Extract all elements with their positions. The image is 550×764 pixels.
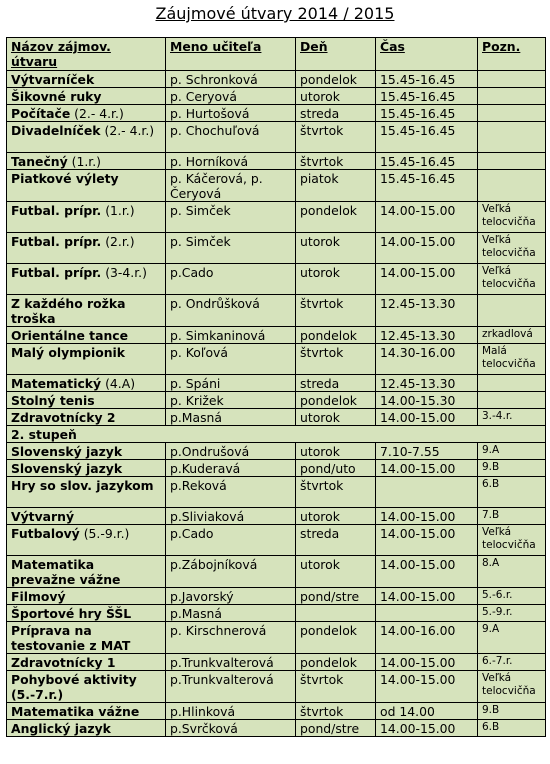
teacher-cell: p. Chochuľová: [166, 122, 296, 153]
table-row: [7, 327, 546, 344]
note-cell: [478, 295, 546, 327]
teacher-cell: p.Ondrušová: [166, 443, 296, 460]
activity-name: Futbal. prípr.: [11, 234, 102, 249]
teacher-cell: p. Horníková: [166, 153, 296, 170]
activity-name: Slovenský jazyk: [11, 461, 123, 476]
teacher-cell: p. Schronková: [166, 71, 296, 88]
teacher-cell: p.Trunkvalterová: [166, 654, 296, 671]
activity-name: Z každého rožka troška: [11, 296, 126, 326]
table-row: [7, 392, 546, 409]
activity-cell: [7, 88, 166, 105]
table-row: [7, 295, 546, 327]
day-cell: utorok: [296, 443, 376, 460]
time-cell: 14.00-15.00: [376, 508, 478, 525]
time-cell: [376, 605, 478, 622]
day-cell: pondelok: [296, 654, 376, 671]
note-cell: 9.A: [478, 443, 546, 460]
activity-name: Tanečný: [11, 154, 68, 169]
activity-grade: (3-4.r.): [101, 265, 147, 280]
activity-cell: [7, 122, 166, 153]
time-cell: od 14.00: [376, 703, 478, 720]
activity-cell: [7, 720, 166, 737]
header-teacher: Meno učiteľa: [166, 38, 296, 71]
day-cell: štvrtok: [296, 153, 376, 170]
day-cell: [296, 605, 376, 622]
day-cell: pondelok: [296, 71, 376, 88]
day-cell: pondelok: [296, 327, 376, 344]
day-cell: piatok: [296, 170, 376, 202]
day-cell: pond/stre: [296, 720, 376, 737]
note-cell: Veľká telocvičňa: [478, 671, 546, 703]
time-cell: 14.00-15.00: [376, 460, 478, 477]
day-cell: štvrtok: [296, 295, 376, 327]
header-row: [7, 38, 546, 71]
activity-cell: [7, 409, 166, 426]
activity-name: Orientálne tance: [11, 328, 129, 343]
time-cell: 15.45-16.45: [376, 153, 478, 170]
time-cell: 14.00-15.00: [376, 409, 478, 426]
activity-name: Slovenský jazyk: [11, 444, 123, 459]
day-cell: pondelok: [296, 622, 376, 654]
note-cell: Malá telocvičňa: [478, 344, 546, 375]
teacher-cell: p. Simček: [166, 233, 296, 264]
activity-cell: [7, 71, 166, 88]
day-cell: štvrtok: [296, 122, 376, 153]
note-cell: [478, 105, 546, 122]
day-cell: štvrtok: [296, 344, 376, 375]
activity-cell: [7, 375, 166, 392]
note-cell: 9.A: [478, 622, 546, 654]
day-cell: streda: [296, 105, 376, 122]
time-cell: 15.45-16.45: [376, 105, 478, 122]
page-title: Záujmové útvary 2014 / 2015: [155, 4, 395, 23]
activity-cell: [7, 295, 166, 327]
table-row: [7, 71, 546, 88]
activity-grade: (2.- 4.r.): [70, 106, 124, 121]
table-row: [7, 588, 546, 605]
table-row: [7, 202, 546, 233]
activity-cell: [7, 556, 166, 588]
activity-cell: [7, 264, 166, 295]
teacher-cell: p.Hlinková: [166, 703, 296, 720]
time-cell: 15.45-16.45: [376, 170, 478, 202]
note-cell: zrkadlová: [478, 327, 546, 344]
time-cell: 14.00-15.00: [376, 233, 478, 264]
note-cell: 6.B: [478, 720, 546, 737]
time-cell: 14.30-16.00: [376, 344, 478, 375]
activity-cell: [7, 508, 166, 525]
day-cell: streda: [296, 375, 376, 392]
note-cell: 8.A: [478, 556, 546, 588]
note-cell: 7.B: [478, 508, 546, 525]
activity-name: Matematický: [11, 376, 102, 391]
day-cell: utorok: [296, 264, 376, 295]
activity-cell: [7, 525, 166, 556]
activity-name: Futbal. prípr.: [11, 203, 102, 218]
note-cell: Veľká telocvičňa: [478, 233, 546, 264]
table-row: [7, 375, 546, 392]
table-row: [7, 88, 546, 105]
activity-name: Výtvarníček: [11, 72, 95, 87]
activity-name: Futbalový: [11, 526, 80, 541]
teacher-cell: p. Káčerová, p. Čeryová: [166, 170, 296, 202]
activity-cell: [7, 105, 166, 122]
activity-name: Príprava na testovanie z MAT: [11, 623, 131, 653]
note-cell: [478, 122, 546, 153]
activity-name: Divadelníček: [11, 123, 101, 138]
activity-cell: [7, 202, 166, 233]
activity-name: Matematika prevažne vážne: [11, 557, 121, 587]
teacher-cell: p. Ondrůšková: [166, 295, 296, 327]
activity-grade: (1.r.): [67, 154, 102, 169]
table-row: [7, 477, 546, 508]
teacher-cell: p.Masná: [166, 409, 296, 426]
table-row: [7, 409, 546, 426]
schedule-table: [6, 37, 546, 737]
table-row: [7, 525, 546, 556]
activity-cell: [7, 605, 166, 622]
activity-cell: [7, 443, 166, 460]
note-cell: [478, 71, 546, 88]
activity-cell: [7, 588, 166, 605]
teacher-cell: p.Trunkvalterová: [166, 671, 296, 703]
activity-name: Futbal. prípr.: [11, 265, 102, 280]
time-cell: 14.00-15.00: [376, 264, 478, 295]
section-label: 2. stupeň: [7, 426, 546, 443]
table-row: [7, 671, 546, 703]
note-cell: Veľká telocvičňa: [478, 525, 546, 556]
teacher-cell: p. Simkaninová: [166, 327, 296, 344]
header-day: Deň: [296, 38, 376, 71]
activity-name: Matematika vážne: [11, 704, 140, 719]
activity-name: Stolný tenis: [11, 393, 95, 408]
time-cell: 14.00-15.00: [376, 654, 478, 671]
teacher-cell: p.Cado: [166, 525, 296, 556]
table-row: [7, 460, 546, 477]
activity-grade: (4.A): [101, 376, 136, 391]
teacher-cell: p.Kuderavá: [166, 460, 296, 477]
time-cell: 12.45-13.30: [376, 375, 478, 392]
time-cell: 14.00-16.00: [376, 622, 478, 654]
teacher-cell: p. Ceryová: [166, 88, 296, 105]
time-cell: 14.00-15.00: [376, 525, 478, 556]
teacher-cell: p.Javorský: [166, 588, 296, 605]
teacher-cell: p. Križek: [166, 392, 296, 409]
note-cell: [478, 375, 546, 392]
note-cell: 3.-4.r.: [478, 409, 546, 426]
activity-cell: [7, 703, 166, 720]
activity-cell: [7, 671, 166, 703]
activity-cell: [7, 392, 166, 409]
table-row: [7, 105, 546, 122]
table-row: [7, 622, 546, 654]
note-cell: [478, 170, 546, 202]
time-cell: 15.45-16.45: [376, 122, 478, 153]
note-cell: 5.-6.r.: [478, 588, 546, 605]
activity-name: Zdravotnícky 1: [11, 655, 116, 670]
activity-cell: [7, 233, 166, 264]
teacher-cell: p. Koľová: [166, 344, 296, 375]
time-cell: [376, 477, 478, 508]
activity-cell: [7, 460, 166, 477]
day-cell: pondelok: [296, 392, 376, 409]
day-cell: pond/stre: [296, 588, 376, 605]
activity-cell: [7, 153, 166, 170]
table-row: [7, 344, 546, 375]
activity-name: Zdravotnícky 2: [11, 410, 116, 425]
table-row: [7, 720, 546, 737]
note-cell: 9.B: [478, 460, 546, 477]
day-cell: pond/uto: [296, 460, 376, 477]
activity-name: Pohybové aktivity (5.-7.r.): [11, 672, 137, 702]
section-row: [7, 426, 546, 443]
time-cell: 15.45-16.45: [376, 71, 478, 88]
note-cell: 9.B: [478, 703, 546, 720]
activity-name: Anglický jazyk: [11, 721, 111, 736]
activity-cell: [7, 327, 166, 344]
table-row: [7, 170, 546, 202]
day-cell: utorok: [296, 233, 376, 264]
day-cell: štvrtok: [296, 477, 376, 508]
activity-cell: [7, 344, 166, 375]
activity-name: Filmový: [11, 589, 66, 604]
activity-cell: [7, 622, 166, 654]
teacher-cell: p.Sliviaková: [166, 508, 296, 525]
header-time: Čas: [376, 38, 478, 71]
day-cell: utorok: [296, 508, 376, 525]
time-cell: 14.00-15.30: [376, 392, 478, 409]
day-cell: štvrtok: [296, 671, 376, 703]
time-cell: 14.00-15.00: [376, 202, 478, 233]
table-row: [7, 122, 546, 153]
teacher-cell: p. Hurtošová: [166, 105, 296, 122]
table-row: [7, 556, 546, 588]
activity-name: Počítače: [11, 106, 71, 121]
time-cell: 7.10-7.55: [376, 443, 478, 460]
day-cell: streda: [296, 525, 376, 556]
activity-name: Piatkové výlety: [11, 171, 119, 186]
teacher-cell: p.Masná: [166, 605, 296, 622]
teacher-cell: p. Kirschnerová: [166, 622, 296, 654]
table-row: [7, 508, 546, 525]
activity-cell: [7, 654, 166, 671]
teacher-cell: p.Cado: [166, 264, 296, 295]
day-cell: utorok: [296, 556, 376, 588]
note-cell: 6.-7.r.: [478, 654, 546, 671]
note-cell: Veľká telocvičňa: [478, 264, 546, 295]
table-row: [7, 654, 546, 671]
note-cell: 5.-9.r.: [478, 605, 546, 622]
table-row: [7, 703, 546, 720]
time-cell: 14.00-15.00: [376, 588, 478, 605]
note-cell: [478, 392, 546, 409]
activity-name: Šikovné ruky: [11, 89, 102, 104]
teacher-cell: p. Spáni: [166, 375, 296, 392]
table-row: [7, 443, 546, 460]
day-cell: pondelok: [296, 202, 376, 233]
day-cell: utorok: [296, 409, 376, 426]
teacher-cell: p.Reková: [166, 477, 296, 508]
note-cell: [478, 88, 546, 105]
teacher-cell: p. Simček: [166, 202, 296, 233]
header-activity: Názov zájmov. útvaru: [7, 38, 166, 71]
activity-grade: (2.r.): [101, 234, 135, 249]
header-note: Pozn.: [478, 38, 546, 71]
note-cell: 6.B: [478, 477, 546, 508]
time-cell: 14.00-15.00: [376, 556, 478, 588]
table-row: [7, 605, 546, 622]
day-cell: utorok: [296, 88, 376, 105]
activity-grade: (2.- 4.r.): [100, 123, 155, 138]
time-cell: 12.45-13.30: [376, 295, 478, 327]
time-cell: 14.00-15.00: [376, 671, 478, 703]
table-row: [7, 233, 546, 264]
activity-grade: (1.r.): [101, 203, 135, 218]
note-cell: [478, 153, 546, 170]
day-cell: štvrtok: [296, 703, 376, 720]
time-cell: 14.00-15.00: [376, 720, 478, 737]
teacher-cell: p.Svrčková: [166, 720, 296, 737]
activity-grade: (5.-9.r.): [79, 526, 130, 541]
table-row: [7, 264, 546, 295]
activity-name: Malý olympionik: [11, 345, 126, 360]
table-row: [7, 153, 546, 170]
activity-name: Výtvarný: [11, 509, 75, 524]
activity-name: Športové hry ŠŠL: [11, 606, 132, 621]
time-cell: 15.45-16.45: [376, 88, 478, 105]
activity-name: Hry so slov. jazykom: [11, 478, 154, 493]
activity-cell: [7, 477, 166, 508]
time-cell: 12.45-13.30: [376, 327, 478, 344]
note-cell: Veľká telocvičňa: [478, 202, 546, 233]
activity-cell: [7, 170, 166, 202]
teacher-cell: p.Zábojníková: [166, 556, 296, 588]
